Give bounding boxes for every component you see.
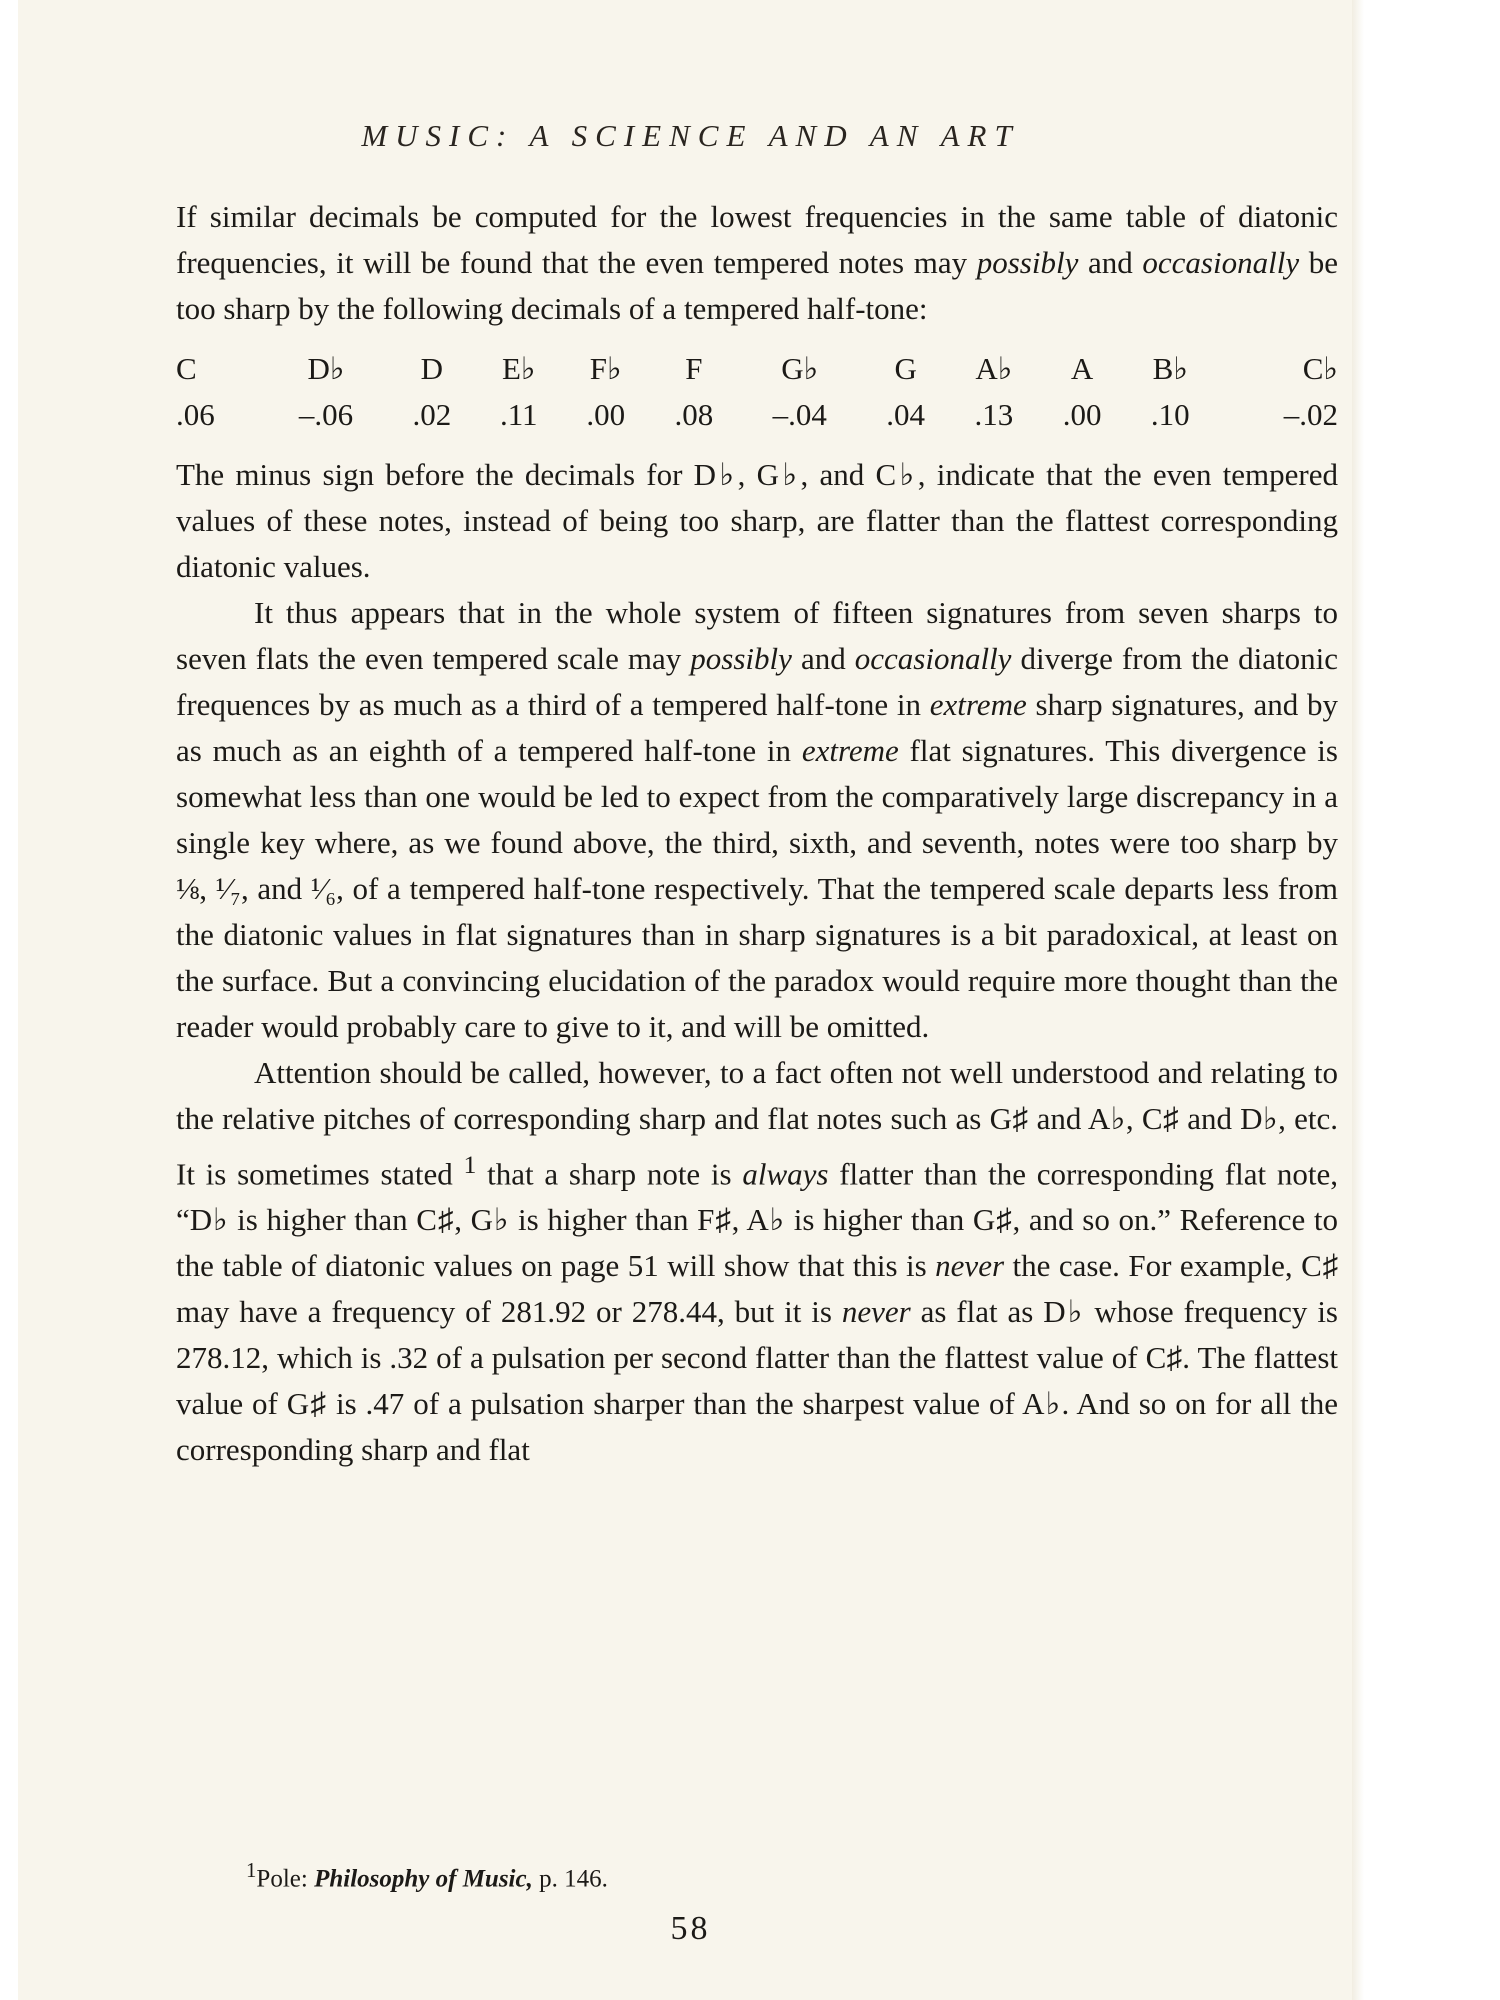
page-number: 58: [670, 1910, 711, 1947]
footnote-ref: 1: [463, 1150, 477, 1179]
body-text: [176, 194, 1338, 1473]
footnote-marker: 1: [246, 1858, 257, 1882]
footnote-author: Pole:: [256, 1865, 315, 1893]
footnote-page: p. 146.: [532, 1865, 608, 1893]
decimal-cell: .06: [176, 397, 215, 432]
text-run: the case. For example, C♯ may have a frequency of 281.92 or 278.44, but it is: [176, 1248, 1339, 1330]
text-run: flatter than the corresponding flat note, “D♭ is higher than C♯, G♭ is higher than F♯, A♭ is higher than G♯, and so on.” Reference to the table of diatonic values on page 51 will show that this is: [176, 1156, 1338, 1284]
italic-text: extreme: [801, 733, 899, 768]
paragraph: [176, 1050, 1338, 1473]
italic-text: occasionally: [854, 641, 1012, 676]
note-cell: F: [685, 351, 703, 386]
decimal-cell: .10: [1150, 397, 1190, 432]
note-cell: C♭: [1302, 351, 1338, 386]
decimal-cell: –.02: [1283, 397, 1338, 432]
text-run: It thus appears that in the whole system of fifteen signatures from seven sharps to seven flats the even tempered scale may: [176, 595, 1338, 676]
running-head: MUSIC: A SCIENCE AND AN ART: [361, 118, 1020, 153]
footnote: [246, 1858, 608, 1893]
decimal-cell: .13: [974, 397, 1014, 432]
notes-decimal-table: [176, 346, 1338, 438]
note-cell: D: [420, 351, 444, 386]
note-cell: G♭: [781, 351, 819, 386]
decimal-cell: .00: [586, 397, 626, 432]
book-page: [18, 0, 1363, 2000]
page-edge: [1352, 0, 1364, 2000]
table-row-notes: [176, 346, 1338, 392]
italic-text: possibly: [690, 641, 792, 676]
note-cell: G: [894, 351, 917, 386]
text-run: and: [791, 641, 855, 676]
note-cell: B♭: [1152, 351, 1188, 386]
text-run: and: [1078, 245, 1143, 280]
note-cell: F♭: [589, 351, 622, 386]
text-run: flat signatures. This divergence is somewhat less than one would be led to expect from the comparatively large discrepancy in a single key where, as we found above, the third, sixth, and seventh, notes were too sharp by ⅛, ¹⁄₇, and ¹⁄₆, of a tempered half-tone respectively. That the tempered scale departs less from the diatonic values in flat signatures than in sharp signatures is a bit paradoxical, at least on the surface. But a convincing elucidation of the paradox would require more thought than the reader would probably care to give to it, and will be omitted.: [176, 733, 1338, 1044]
italic-text: occasionally: [1142, 245, 1300, 280]
text-run: Attention should be called, however, to a fact often not well understood and relating to the relative pitches of corresponding sharp and flat notes such as G♯ and A♭, C♯ and D♭, etc. It is sometimes stated: [176, 1055, 1338, 1192]
text-run: diverge from the diatonic frequences by as much as a third of a tempered half-tone in: [176, 641, 1338, 722]
note-cell: A: [1070, 351, 1094, 386]
footnote-title: Philosophy of Music,: [314, 1865, 533, 1893]
decimal-cell: .04: [886, 397, 926, 432]
note-cell: C: [176, 351, 197, 386]
italic-text: always: [742, 1156, 829, 1192]
paragraph: [176, 194, 1338, 332]
decimal-cell: –.06: [298, 397, 354, 432]
decimal-cell: .00: [1062, 397, 1102, 432]
text-run: be too sharp by the following decimals of a tempered half-tone:: [176, 245, 1338, 326]
table-row-decimals: [176, 392, 1338, 438]
decimal-cell: .11: [499, 397, 538, 432]
text-run: The minus sign before the decimals for D♭, G♭, and C♭, indicate that the even tempered values of these notes, instead of being too sharp, are flatter than the flattest corresponding diatonic values.: [176, 457, 1338, 584]
italic-text: never: [841, 1294, 911, 1330]
paragraph: [176, 590, 1338, 1050]
text-run: that a sharp note is: [476, 1156, 743, 1192]
note-cell: A♭: [975, 351, 1013, 386]
note-cell: E♭: [501, 351, 536, 386]
decimal-cell: .02: [412, 397, 452, 432]
decimal-cell: –.04: [772, 397, 827, 432]
note-cell: D♭: [307, 351, 345, 386]
text-run: as flat as D♭ whose frequency is 278.12, which is .32 of a pulsation per second flatter than the flattest value of C♯. The flattest value of G♯ is .47 of a pulsation sharper than the sharpest value of A♭. And so on for all the corresponding sharp and flat: [176, 1294, 1338, 1468]
paragraph: [176, 452, 1338, 590]
italic-text: extreme: [929, 687, 1027, 722]
text-run: If similar decimals be computed for the lowest frequencies in the same table of diatonic frequencies, it will be found that the even tempered notes may: [176, 199, 1338, 280]
italic-text: possibly: [976, 245, 1079, 280]
italic-text: never: [935, 1248, 1005, 1284]
decimal-cell: .08: [674, 397, 714, 432]
text-run: sharp signatures, and by as much as an eighth of a tempered half-tone in: [176, 687, 1338, 768]
